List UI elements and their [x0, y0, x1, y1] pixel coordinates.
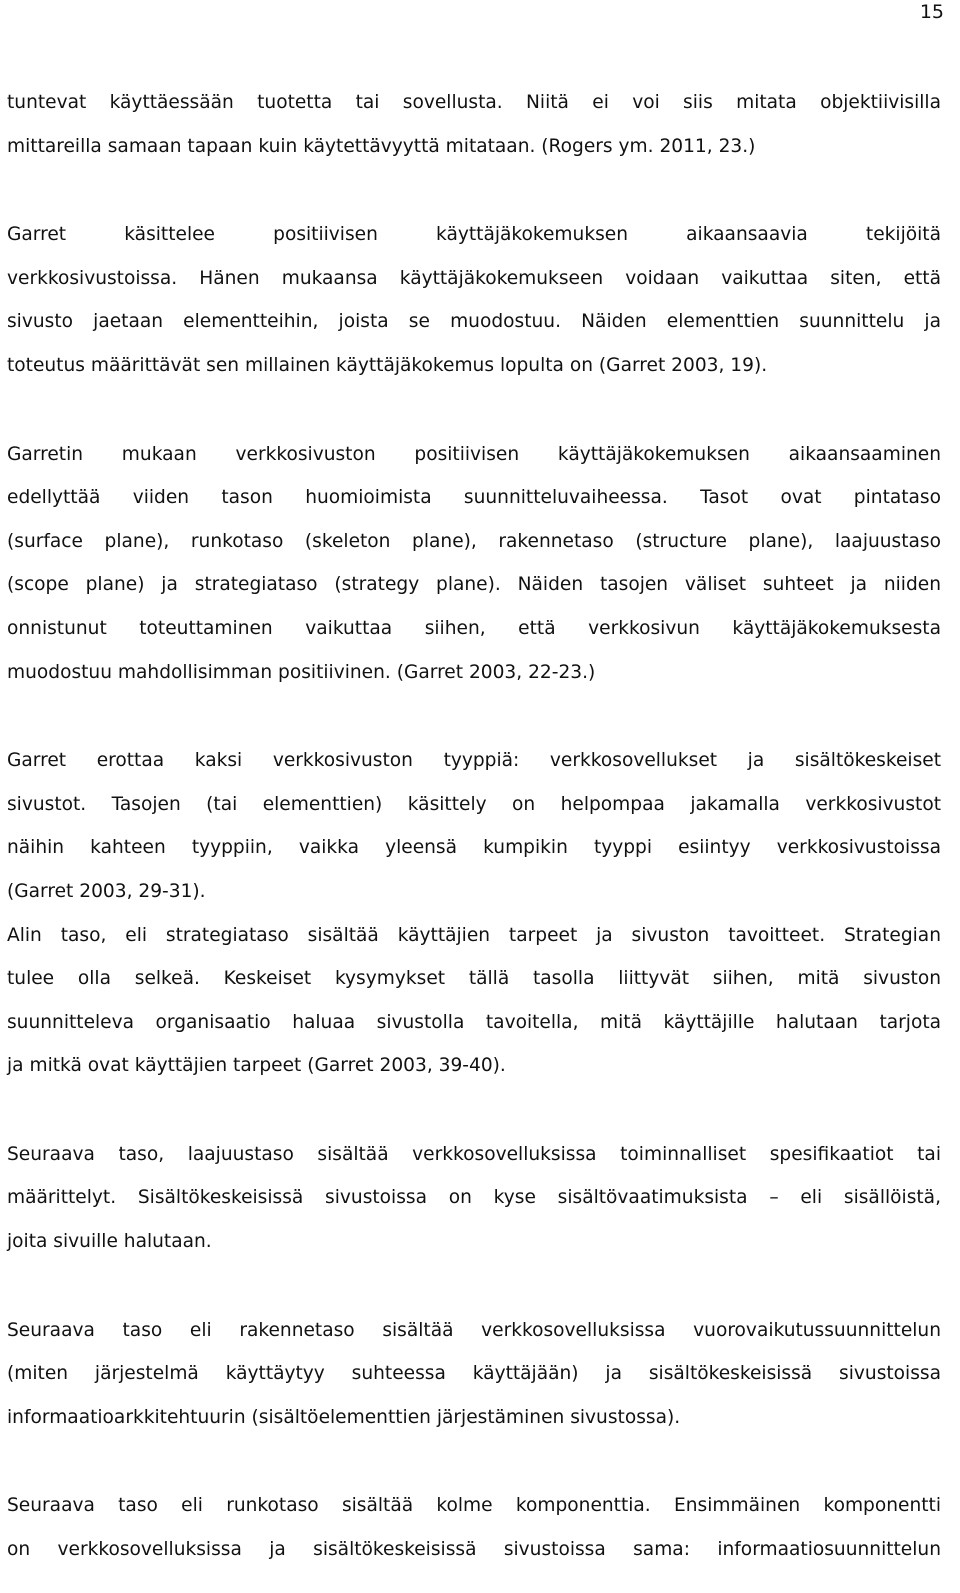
text-line: (miten järjestelmä käyttäytyy suhteessa käyttäjään) ja sisältökeskeisissä sivustoissa: [7, 1363, 941, 1385]
text-line: (Garret 2003, 29-31).: [7, 880, 206, 902]
text-line: muodostuu mahdollisimman positiivinen. (Garret 2003, 22-23.): [7, 661, 596, 683]
paragraph: [7, 433, 941, 695]
text-line: ja mitkä ovat käyttäjien tarpeet (Garret 2003, 39-40).: [7, 1055, 506, 1077]
text-line: verkkosivustoissa. Hänen mukaansa käyttäjäkokemukseen voidaan vaikuttaa siten, että: [7, 267, 941, 289]
document-body: [7, 81, 941, 1572]
paragraph: [7, 914, 941, 1088]
text-line: (surface plane), runkotaso (skeleton plane), rakennetaso (structure plane), laajuustaso: [7, 530, 941, 552]
text-line: mittareilla samaan tapaan kuin käytettävyyttä mitataan. (Rogers ym. 2011, 23.): [7, 135, 756, 157]
text-line: edellyttää viiden tason huomioimista suunnitteluvaiheessa. Tasot ovat pintataso: [7, 487, 941, 509]
text-line: tulee olla selkeä. Keskeiset kysymykset tällä tasolla liittyvät siihen, mitä sivuston: [7, 968, 941, 990]
text-line: Garret käsittelee positiivisen käyttäjäkokemuksen aikaansaavia tekijöitä: [7, 224, 941, 246]
text-line: tuntevat käyttäessään tuotetta tai sovellusta. Niitä ei voi siis mitata objektiivisilla: [7, 92, 941, 113]
text-line: onnistunut toteuttaminen vaikuttaa siihen, että verkkosivun käyttäjäkokemuksesta: [7, 617, 941, 639]
text-line: sivusto jaetaan elementteihin, joista se muodostuu. Näiden elementtien suunnittelu ja: [7, 311, 941, 333]
text-line: Seuraava taso eli runkotaso sisältää kolme komponenttia. Ensimmäinen komponentti: [7, 1495, 941, 1517]
text-line: suunnitteleva organisaatio haluaa sivustolla tavoitella, mitä käyttäjille halutaan tarjota: [7, 1011, 941, 1033]
paragraph: [7, 1484, 941, 1571]
text-line: (scope plane) ja strategiataso (strategy plane). Näiden tasojen väliset suhteet ja niiden: [7, 574, 941, 596]
text-line: Seuraava taso, laajuustaso sisältää verkkosovelluksissa toiminnalliset spesifikaatiot tai: [7, 1143, 941, 1165]
text-line: määrittelyt. Sisältökeskeisissä sivustoissa on kyse sisältövaatimuksista – eli sisällöistä,: [7, 1187, 941, 1209]
text-line: on verkkosovelluksissa ja sisältökeskeisissä sivustoissa sama: informaatiosuunnittelun: [7, 1539, 941, 1561]
paragraph: [7, 739, 941, 913]
text-line: sivustot. Tasojen (tai elementtien) käsittely on helpompaa jakamalla verkkosivustot: [7, 793, 941, 815]
paragraph: [7, 1133, 941, 1264]
text-line: Garret erottaa kaksi verkkosivuston tyyppiä: verkkosovellukset ja sisältökeskeiset: [7, 750, 941, 772]
paragraph: [7, 1309, 941, 1440]
text-line: Seuraava taso eli rakennetaso sisältää verkkosovelluksissa vuorovaikutussuunnittelun: [7, 1319, 941, 1341]
text-line: informaatioarkkitehtuurin (sisältöelementtien järjestäminen sivustossa).: [7, 1406, 681, 1428]
paragraph: [7, 213, 941, 387]
page-number: 15: [919, 1, 944, 23]
paragraph: [7, 81, 941, 168]
text-line: näihin kahteen tyyppiin, vaikka yleensä kumpikin tyyppi esiintyy verkkosivustoissa: [7, 837, 941, 859]
text-line: joita sivuille halutaan.: [7, 1231, 212, 1253]
text-line: Alin taso, eli strategiataso sisältää käyttäjien tarpeet ja sivuston tavoitteet. Strategian: [7, 924, 941, 946]
text-line: toteutus määrittävät sen millainen käyttäjäkokemus lopulta on (Garret 2003, 19).: [7, 354, 768, 376]
text-line: Garretin mukaan verkkosivuston positiivisen käyttäjäkokemuksen aikaansaaminen: [7, 443, 941, 465]
